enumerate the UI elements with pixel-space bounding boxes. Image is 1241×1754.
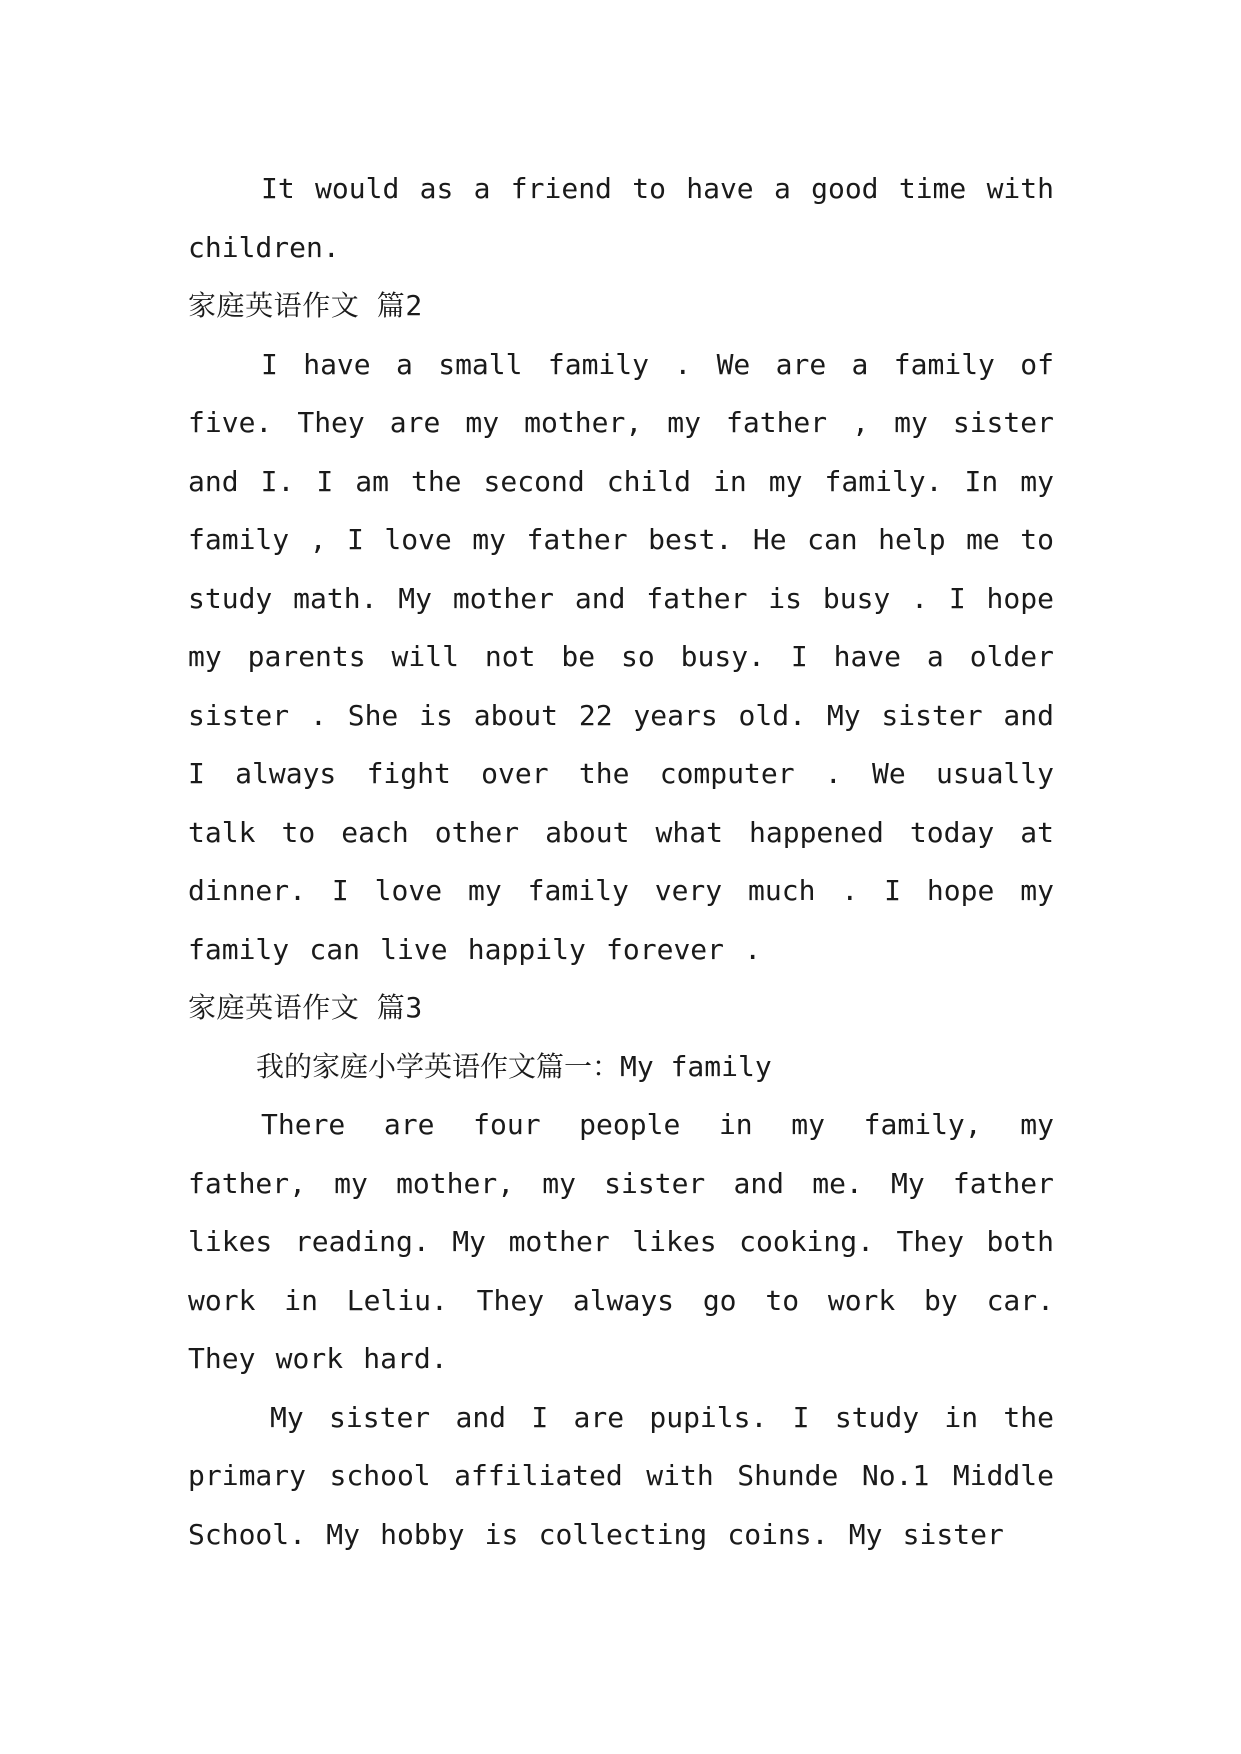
section-heading-3: 家庭英语作文 篇3 (188, 991, 423, 1024)
section-heading-2: 家庭英语作文 篇2 (188, 289, 423, 322)
paragraph-four-people: There are four people in my family, my father, my mother, my sister and me. My father likes reading. My mother likes cooking. They both work in Leliu. They always go to work by car. They work hard. (188, 1108, 1054, 1375)
paragraph-children-friend: It would as a friend to have a good time with children. (188, 172, 1054, 264)
essay-subtitle: 我的家庭小学英语作文篇一：My family (256, 1049, 772, 1083)
paragraph-small-family: I have a small family . We are a family of five. They are my mother, my father , my sister and I. I am the second child in my family. In my family , I love my father best. He can help me to study math. My mother and father is busy . I hope my parents will not be so busy. I have a older sister . She is about 22 years old. My sister and I always fight over the computer . We usually talk to each other about what happened today at dinner. I love my family very much . I hope my family can live happily forever . (188, 347, 1054, 966)
document-body (188, 160, 1054, 1564)
paragraph-sister-pupils: My sister and I are pupils. I study in the primary school affiliated with Shunde No.1 Middle School. My hobby is collecting coins. My sister (188, 1400, 1054, 1551)
